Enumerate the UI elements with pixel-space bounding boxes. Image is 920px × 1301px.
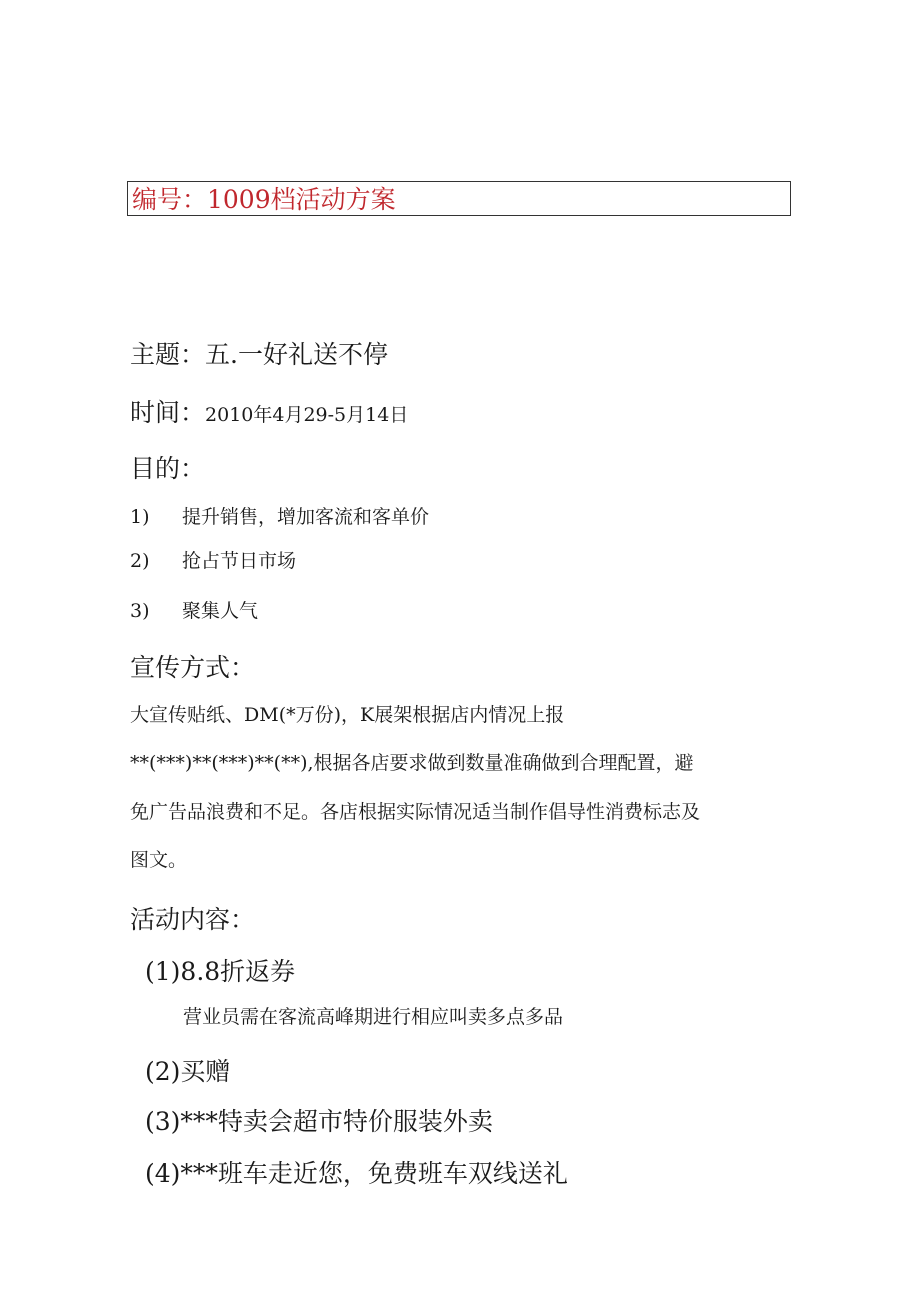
purpose-item-text: 提升销售，增加客流和客单价 <box>182 506 430 528</box>
theme-label: 主题： <box>130 340 206 369</box>
activity-item-title: (4)***班车走近您，免费班车双线送礼 <box>145 1159 568 1188</box>
purpose-item-number: 1) <box>130 506 150 528</box>
purpose-item <box>130 502 429 529</box>
purpose-item-text: 抢占节日市场 <box>182 550 297 572</box>
time-label: 时间： <box>130 398 206 427</box>
activity-item-title: (2)买赠 <box>145 1057 231 1086</box>
purpose-item-number: 3) <box>130 600 150 622</box>
activities-heading: 活动内容： <box>130 905 256 934</box>
document-id-box <box>127 181 791 216</box>
activity-item-title: (3)***特卖会超市特价服装外卖 <box>145 1107 493 1136</box>
promo-text-line: **(***)**(***)**(**),根据各店要求做到数量准确做到合理配置，避 <box>130 752 694 774</box>
activity-item-title: (1)8.8折返券 <box>145 957 296 986</box>
document-id: 编号：1009档活动方案 <box>132 185 396 214</box>
promo-text-line: 图文。 <box>130 849 188 871</box>
purpose-item <box>130 596 258 623</box>
theme-value: 五.一好礼送不停 <box>205 340 388 369</box>
theme-line <box>130 335 388 371</box>
time-value: 2010年4月29-5月14日 <box>205 404 409 426</box>
purpose-item-number: 2) <box>130 550 150 572</box>
purpose-item-text: 聚集人气 <box>182 600 259 622</box>
promo-text-line: 免广告品浪费和不足。各店根据实际情况适当制作倡导性消费标志及 <box>130 801 701 823</box>
purpose-item <box>130 546 296 573</box>
promo-text-line: 大宣传贴纸、DM(*万份)，K展架根据店内情况上报 <box>130 704 565 726</box>
activity-item-note: 营业员需在客流高峰期进行相应叫卖多点多品 <box>183 1006 564 1028</box>
time-line <box>130 393 408 429</box>
purpose-heading: 目的： <box>130 454 206 483</box>
promo-heading: 宣传方式： <box>130 653 256 682</box>
